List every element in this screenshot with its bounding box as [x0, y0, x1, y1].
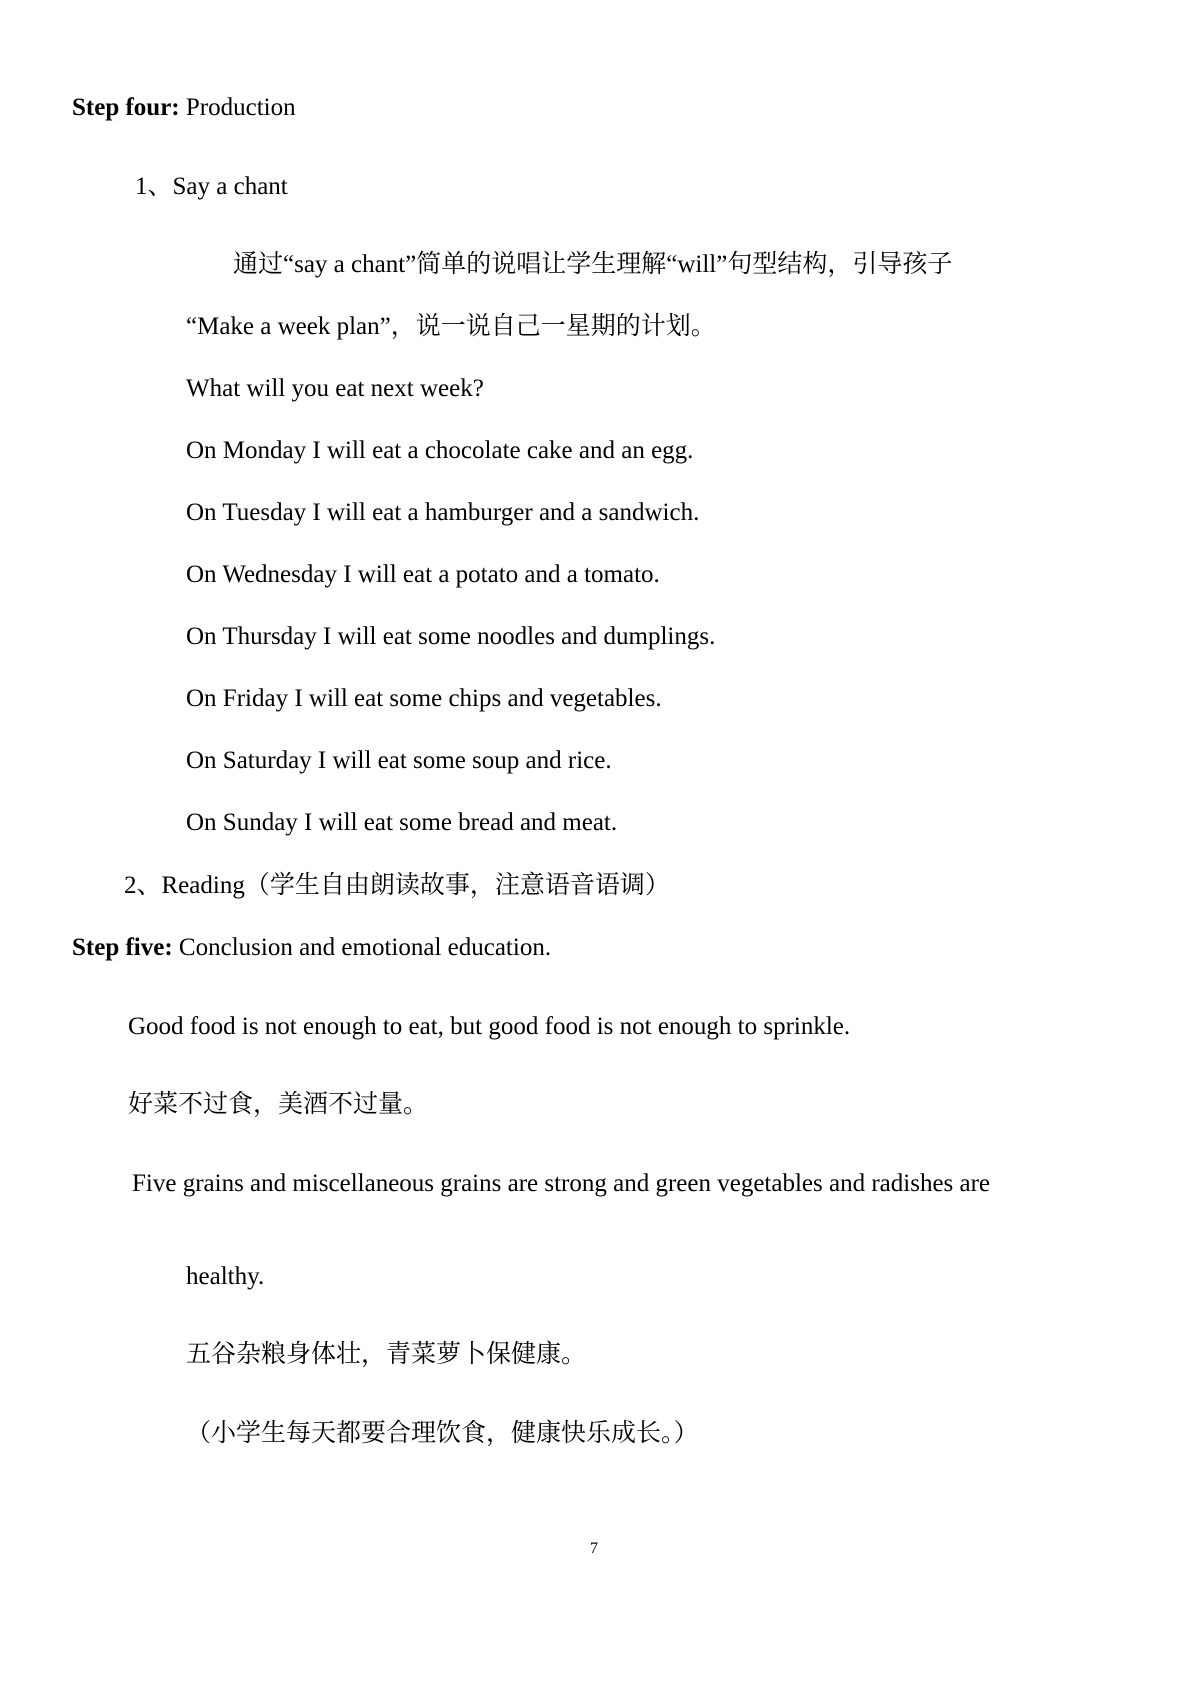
conclusion-chinese-3: （小学生每天都要合理饮食，健康快乐成长。）	[186, 1420, 699, 1447]
conclusion-english-2-line2: healthy.	[186, 1263, 265, 1290]
reading-heading: 2、Reading（学生自由朗读故事，注意语音语调）	[124, 872, 670, 899]
chant-intro-line2: “Make a week plan”，说一说自己一星期的计划。	[186, 313, 716, 340]
page-number: 7	[590, 1540, 598, 1557]
chant-line: On Tuesday I will eat a hamburger and a sandwich.	[186, 499, 700, 526]
step-five-title: Conclusion and emotional education.	[172, 934, 552, 961]
step-four-heading: Step four:	[72, 94, 180, 121]
step-four-title: Production	[179, 94, 296, 121]
chant-line: On Friday I will eat some chips and vegetables.	[186, 685, 662, 712]
step-five-line	[72, 932, 551, 964]
step-five-heading: Step five:	[72, 934, 173, 961]
chant-line: On Saturday I will eat some soup and rice.	[186, 747, 612, 774]
conclusion-english-1: Good food is not enough to eat, but good food is not enough to sprinkle.	[128, 1013, 851, 1040]
chant-line: On Wednesday I will eat a potato and a tomato.	[186, 561, 660, 588]
chant-line: On Sunday I will eat some bread and meat.	[186, 809, 618, 836]
chant-line: What will you eat next week?	[186, 375, 484, 402]
step-four-line	[72, 92, 296, 124]
conclusion-chinese-1: 好菜不过食，美酒不过量。	[128, 1091, 429, 1118]
chant-heading: 1、Say a chant	[135, 173, 288, 200]
chant-intro-line1: 通过“say a chant”简单的说唱让学生理解“will”句型结构，引导孩子	[233, 251, 953, 278]
conclusion-chinese-2: 五谷杂粮身体壮，青菜萝卜保健康。	[186, 1341, 587, 1368]
conclusion-english-2-line1: Five grains and miscellaneous grains are strong and green vegetables and radishes are	[132, 1170, 991, 1197]
chant-line: On Monday I will eat a chocolate cake and an egg.	[186, 437, 694, 464]
chant-line: On Thursday I will eat some noodles and dumplings.	[186, 623, 716, 650]
